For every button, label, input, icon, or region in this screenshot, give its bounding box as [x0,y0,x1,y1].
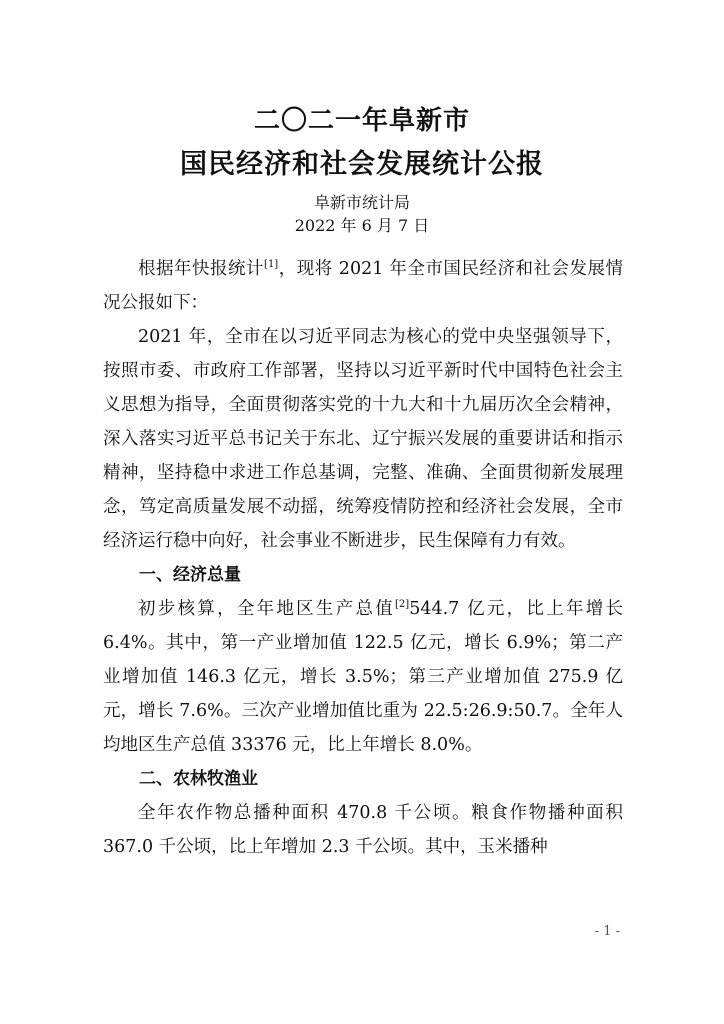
section-heading-economy: 一、经济总量 [139,565,241,585]
economy-paragraph [103,592,623,762]
economy-text: 初步核算，全年地区生产总值 [138,599,396,619]
economy-text-cont: 544.7 亿元，比上年增长 6.4%。其中，第一产业增加值 122.5 亿元，增长 6.9%；第二产业增加值 146.3 亿元，增长 3.5%；第三产业增加值 275.9 亿元，增长 7.6%。三次产业增加值比重为 22.5:26.9:50.7。全年人均地区生产总值 33376 元，比上年增长 8.0%。 [103,599,624,755]
document-title-line2: 国民经济和社会发展统计公报 [180,149,544,180]
agriculture-paragraph: 全年农作物总播种面积 470.8 千公顷。粮食作物播种面积 367.0 千公顷，比上年增加 2.3 千公顷。其中，玉米播种 [103,803,623,857]
document-title-line1: 二〇二一年阜新市 [253,106,470,136]
intro-text: 根据年快报统计 [138,259,265,279]
document-body [103,252,623,864]
publish-date: 2022 年 6 月 7 日 [294,216,430,235]
intro-paragraph [103,252,623,320]
intro-text-cont: ，现将 2021 年全市国民经济和社会发展情况公报如下： [103,259,623,313]
issuer: 阜新市统计局 [313,193,410,212]
footnote-ref-2: [2] [395,599,410,611]
page-number: - 1 - [594,924,620,939]
footnote-ref-1: [1] [264,259,279,271]
section-heading-agriculture: 二、农林牧渔业 [139,769,258,789]
overview-paragraph: 2021 年，全市在以习近平同志为核心的党中央坚强领导下，按照市委、市政府工作部署，坚持以习近平新时代中国特色社会主义思想为指导，全面贯彻落实党的十九大和十九届历次全会精神，深入落实习近平总书记关于东北、辽宁振兴发展的重要讲话和指示精神，坚持稳中求进工作总基调，完整、准确、全面贯彻新发展理念，笃定高质量发展不动摇，统筹疫情防控和经济社会发展，全市经济运行稳中向好，社会事业不断进步，民生保障有力有效。 [103,327,623,551]
